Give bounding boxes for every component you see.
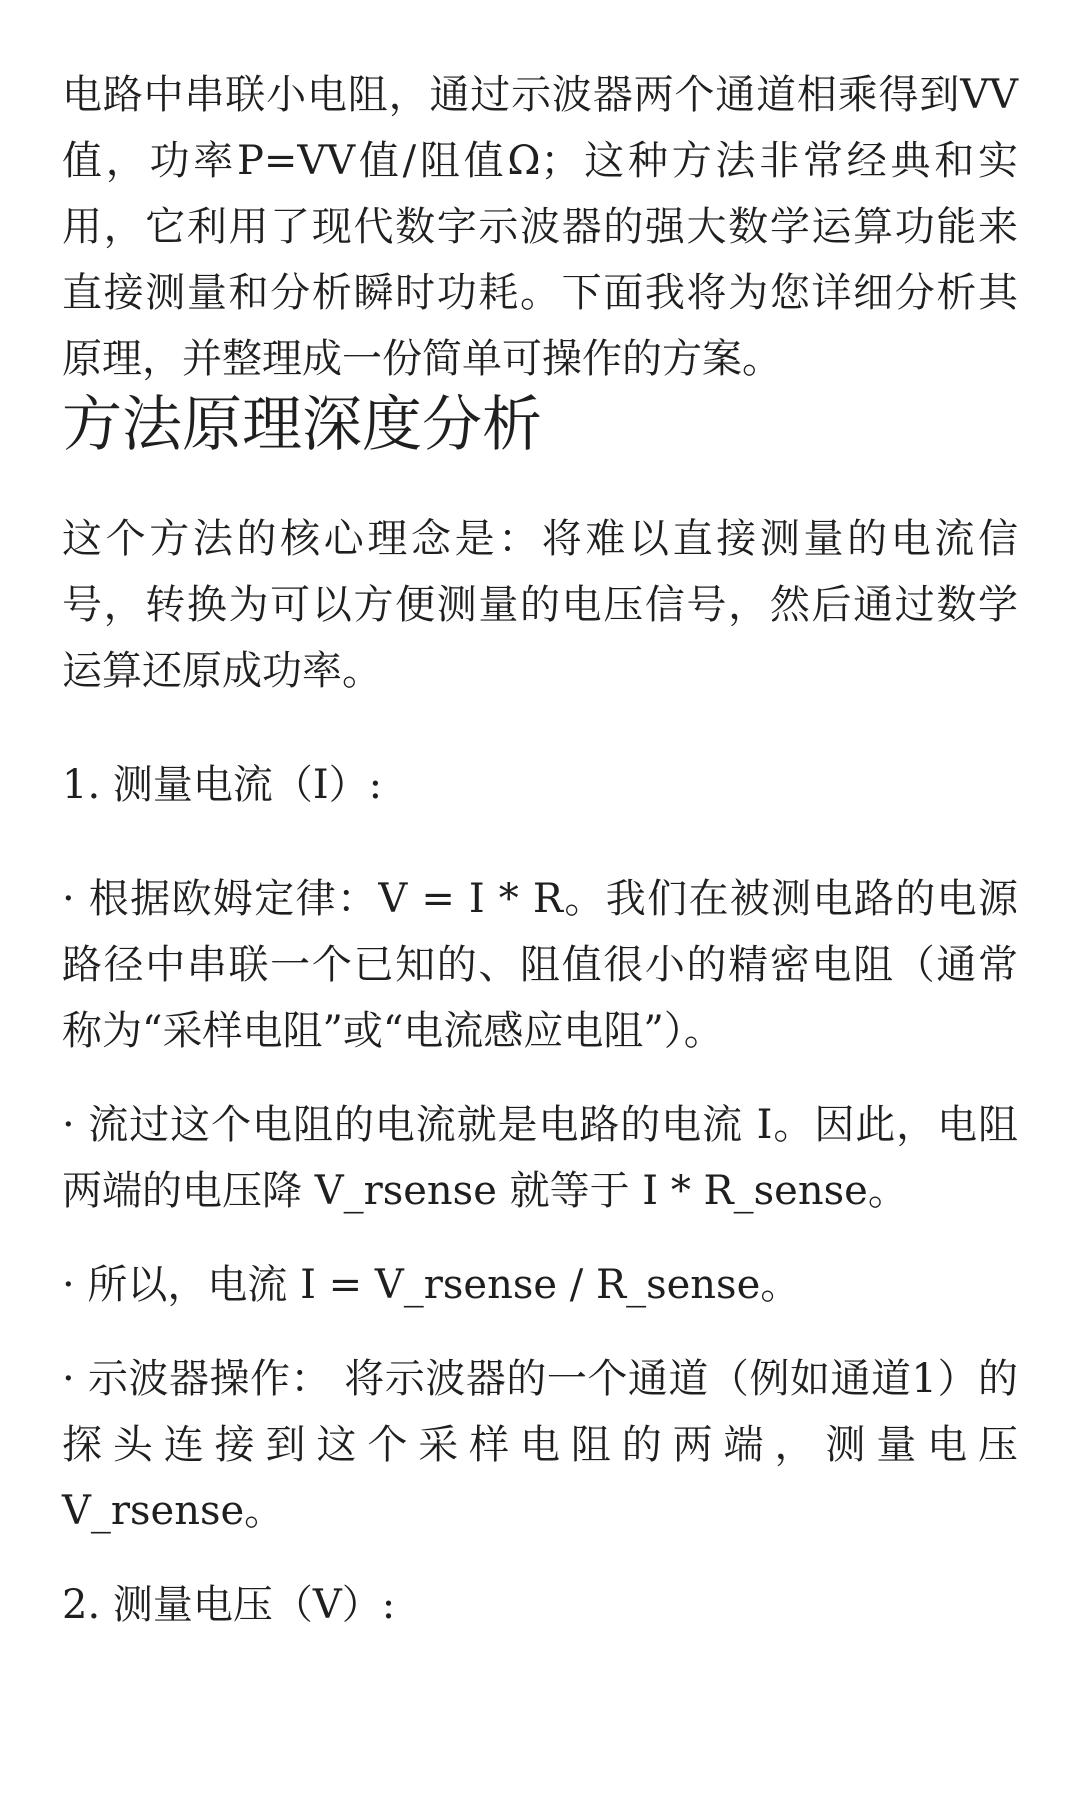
item1-title: 1. 测量电流（I）: xyxy=(62,762,383,808)
section-title: 方法原理深度分析 xyxy=(62,390,542,460)
item1-bullet-3: · 所以，电流 I = V_rsense / R_sense。 xyxy=(62,1262,801,1308)
item1-bullet-1: · 根据欧姆定律：V = I * R。我们在被测电路的电源路径中串联一个已知的、阻值很小的精密电阻（通常称为“采样电阻”或“电流感应电阻”）。 xyxy=(62,876,1018,1054)
item1-bullet-2: · 流过这个电阻的电流就是电路的电流 I。因此，电阻两端的电压降 V_rsense 就等于 I * R_sense。 xyxy=(62,1102,1018,1214)
item2-title: 2. 测量电压（V）: xyxy=(62,1582,396,1628)
article-body xyxy=(62,62,1018,1638)
item1-bullet-4: · 示波器操作： 将示波器的一个通道（例如通道1）的探头连接到这个采样电阻的两端，测量电压 V_rsense。 xyxy=(62,1356,1018,1534)
intro-paragraph: 电路中串联小电阻，通过示波器两个通道相乘得到VV值，功率P=VV值/阻值Ω；这种方法非常经典和实用，它利用了现代数字示波器的强大数学运算功能来直接测量和分析瞬时功耗。下面我将为您详细分析其原理，并整理成一份简单可操作的方案。 xyxy=(62,72,1018,382)
core-idea-paragraph: 这个方法的核心理念是：将难以直接测量的电流信号，转换为可以方便测量的电压信号，然后通过数学运算还原成功率。 xyxy=(62,516,1018,694)
